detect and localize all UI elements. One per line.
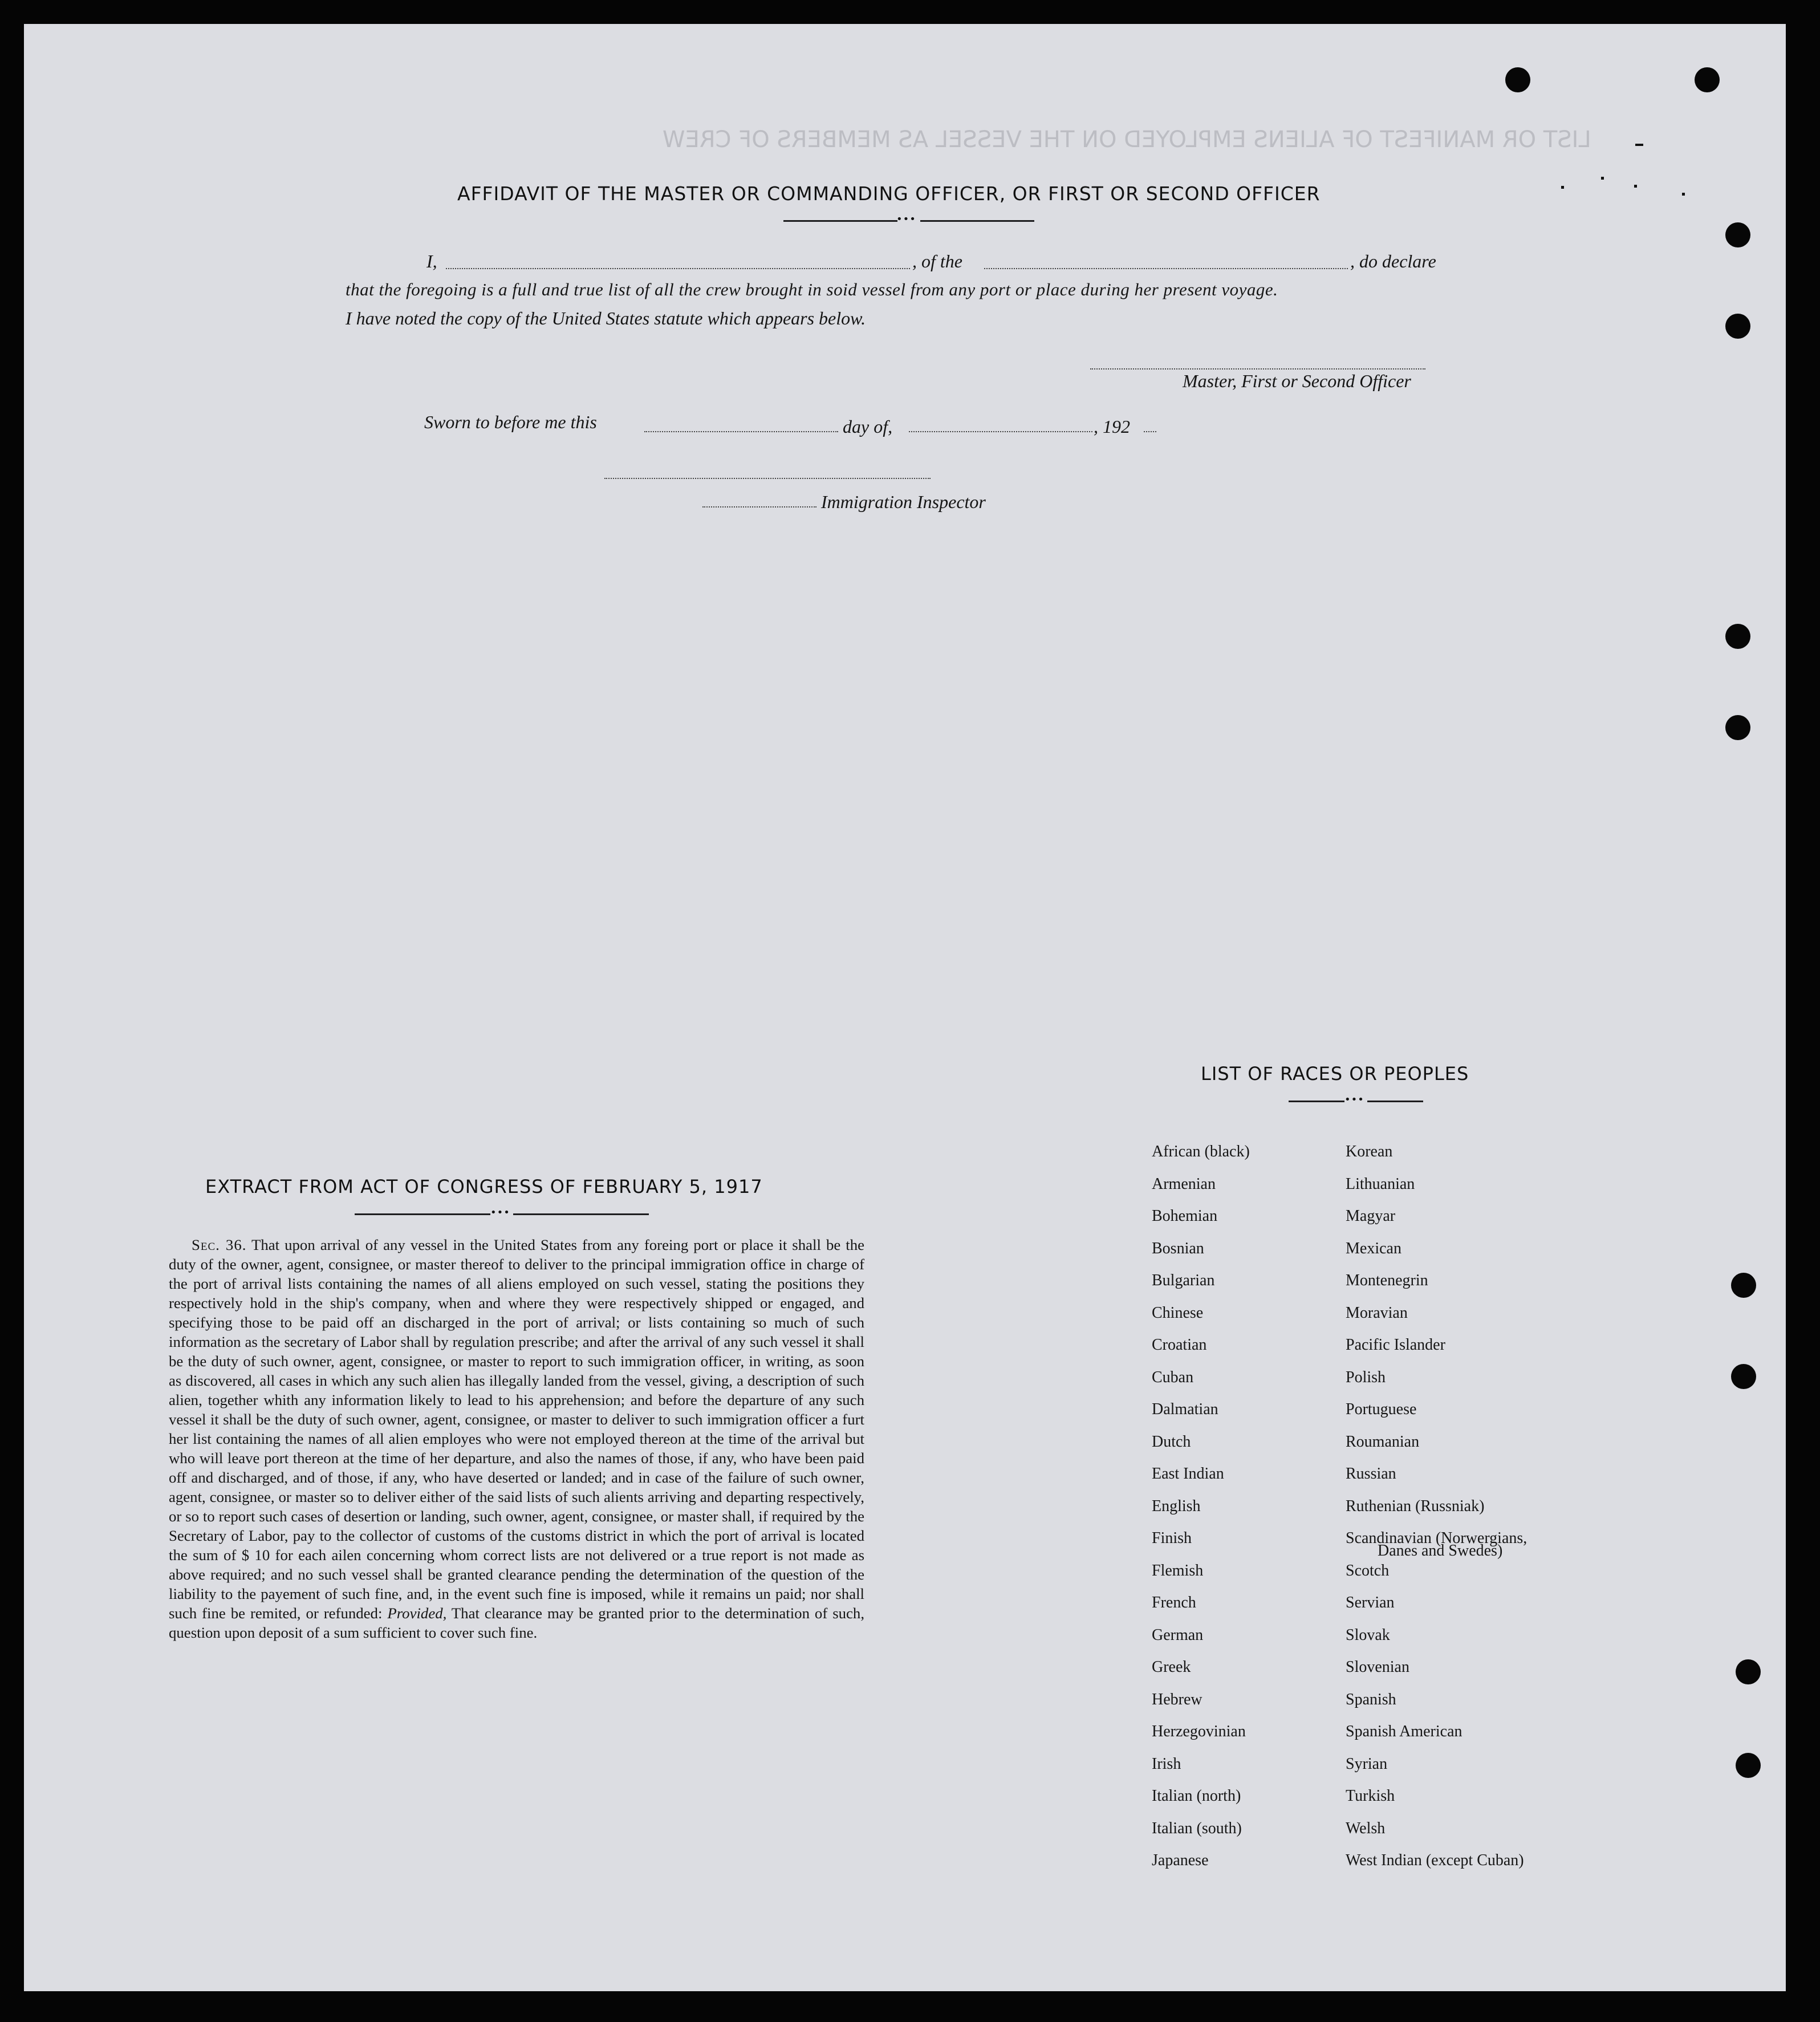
- declarant-name-field[interactable]: [446, 268, 910, 269]
- races-rule: [1289, 1101, 1344, 1102]
- section-text: That upon arrival of any vessel in the United States from any foreing port or place it shall be the duty of the owner, agent, consignee, or master thereof to deliver to the principal immigration office in charge of the port of arrival lists containing the names of all aliens employed on such vessel, stating the positions they respectively hold in the ship's company, when and where they were respectively shipped or engaged, and specifying those to be paid off an discharged in the port of arrival; or lists containing so much of such information as the secretary of Labor shall by regulation prescribe; and after the arrival of any such vessel it shall be the duty of such owner, agent, consignee, or master to report to such immigration officer, in writing, as soon as discovered, all cases in which any such alien has illegally landed from the vessel, giving, a description of such alien, together whith any information likely to lead to his apprehension; and before the departure of any such vessel it shall be the duty of such owner, agent, consignee, or master to deliver to such immigration officer a furt her list containing the names of all alien employes who were not employed thereon at the time of the arrival but who will leave port thereon at the time of her departure, and also the names of those, if any, who have been paid off and discharged, and of those, if any, who have deserted or landed; and in case of the failure of such owner, agent, consignee, or master so to deliver either of the said lists of such alients arriving and departing respectively, or so to report such cases of desertion or landing, such owner, agent, consignee, or master shall, if required by the Secretary of Labor, pay to the collector of customs of the customs district in which the port of arrival is located the sum of $ 10 for each ailen concerning whom correct lists are not delivered or a true report is not made as above required; and no such vessel shall be granted clearance pending the determination of the question of the liability to the payement of such fine, and, in the event such fine is imposed, while it remains un paid; nor shall such fine be remited, or refunded:: [169, 1236, 865, 1622]
- races-right-column: [1346, 1144, 1527, 1885]
- sworn-day-field[interactable]: [644, 431, 838, 432]
- races-title: LIST OF RACES OR PEOPLES: [1201, 1063, 1469, 1085]
- extract-rule-ornament: •••: [490, 1207, 510, 1219]
- race-item: Polish: [1346, 1368, 1386, 1386]
- race-item: Armenian: [1152, 1175, 1216, 1193]
- race-item: Bosnian: [1152, 1239, 1204, 1257]
- inspector-signature-lead: [702, 506, 816, 507]
- race-item: Chinese: [1152, 1304, 1204, 1322]
- race-item: Cuban: [1152, 1368, 1194, 1386]
- extract-section-36: [169, 1235, 864, 1642]
- affidavit-line-2: that the foregoing is a full and true list of all the crew brought in soid vessel from any port or place during her present voyage.: [346, 279, 1278, 299]
- sworn-year-field[interactable]: [1144, 431, 1156, 432]
- affidavit-line-3: I have noted the copy of the United States statute which appears below.: [346, 308, 866, 328]
- master-signature-field[interactable]: [1090, 368, 1425, 370]
- sworn-month-field[interactable]: [909, 431, 1092, 432]
- race-item: German: [1152, 1626, 1204, 1644]
- declarant-prefix: I,: [426, 251, 437, 271]
- inspector-signature-field[interactable]: [604, 478, 931, 479]
- punch-hole: [1731, 1364, 1756, 1389]
- race-item: Roumanian: [1346, 1432, 1420, 1451]
- ink-speck: [1561, 186, 1564, 189]
- race-item: Bohemian: [1152, 1207, 1218, 1225]
- race-item: Scotch: [1346, 1561, 1390, 1580]
- extract-rule: [355, 1213, 490, 1215]
- races-rule-ornament: •••: [1344, 1094, 1364, 1106]
- master-signature-label: Master, First or Second Officer: [1183, 371, 1411, 391]
- section-text-end: That clearance may be granted prior to the determination of such, question upon deposit of a sum sufficient to cover such fine.: [169, 1605, 865, 1641]
- race-item: Hebrew: [1152, 1690, 1202, 1708]
- race-item: African (black): [1152, 1143, 1250, 1160]
- race-item: Italian (south): [1152, 1819, 1242, 1837]
- race-item: Italian (north): [1152, 1787, 1241, 1805]
- race-item: French: [1152, 1594, 1196, 1611]
- punch-hole: [1695, 67, 1720, 92]
- declare-suffix: , do declare: [1350, 251, 1436, 271]
- provided-word: Provided,: [387, 1605, 447, 1622]
- document-page: [24, 24, 1786, 1991]
- race-item: Greek: [1152, 1658, 1191, 1676]
- race-item: Herzegovinian: [1152, 1723, 1246, 1740]
- ink-speck: [1635, 144, 1643, 146]
- race-item: Korean: [1346, 1143, 1393, 1160]
- race-item: Japanese: [1152, 1852, 1209, 1869]
- race-item: Mexican: [1346, 1239, 1401, 1257]
- punch-hole: [1505, 67, 1530, 92]
- race-item: Servian: [1346, 1594, 1395, 1611]
- punch-hole: [1725, 314, 1750, 339]
- punch-hole: [1736, 1659, 1761, 1684]
- race-item: Moravian: [1346, 1304, 1408, 1322]
- race-item: Turkish: [1346, 1787, 1395, 1805]
- punch-hole: [1736, 1753, 1761, 1778]
- bleed-through-header: LIST OR MANIFEST OF ALIENS EMPLOYED ON THE VESSEL AS MEMBERS OF CREW: [663, 127, 1591, 153]
- extract-rule: [513, 1213, 649, 1215]
- section-label: Sec. 36.: [192, 1236, 247, 1253]
- ink-speck: [1601, 177, 1604, 180]
- race-item: Irish: [1152, 1755, 1181, 1773]
- title-rule: [920, 220, 1034, 222]
- race-item: Dutch: [1152, 1432, 1191, 1451]
- race-item: Pacific Islander: [1346, 1336, 1445, 1354]
- punch-hole: [1725, 222, 1750, 247]
- affidavit-title: AFFIDAVIT OF THE MASTER OR COMMANDING OFFICER, OR FIRST OR SECOND OFFICER: [457, 182, 1321, 205]
- race-item: Montenegrin: [1346, 1272, 1428, 1289]
- sworn-year-label: , 192: [1094, 416, 1130, 437]
- race-item: Bulgarian: [1152, 1272, 1215, 1289]
- race-item: Flemish: [1152, 1561, 1204, 1580]
- race-item: Magyar: [1346, 1207, 1396, 1225]
- race-item: West Indian (except Cuban): [1346, 1852, 1524, 1869]
- ink-speck: [1682, 193, 1685, 196]
- race-item-continuation: Danes and Swedes): [1378, 1542, 1503, 1560]
- race-item: Finish: [1152, 1529, 1192, 1547]
- races-left-column: [1152, 1144, 1250, 1885]
- race-item: Slovenian: [1346, 1658, 1409, 1676]
- inspector-label: Immigration Inspector: [821, 492, 986, 512]
- race-item: English: [1152, 1497, 1201, 1515]
- race-item: Russian: [1346, 1465, 1396, 1483]
- title-rule: [783, 220, 897, 222]
- race-item: Syrian: [1346, 1755, 1388, 1773]
- ink-speck: [1634, 185, 1637, 188]
- race-item: Welsh: [1346, 1819, 1386, 1837]
- vessel-name-field[interactable]: [984, 268, 1348, 269]
- vessel-prefix: , of the: [912, 251, 962, 271]
- race-item: Dalmatian: [1152, 1400, 1218, 1418]
- extract-title: EXTRACT FROM ACT OF CONGRESS OF FEBRUARY 5, 1917: [205, 1176, 763, 1197]
- race-item: Spanish American: [1346, 1723, 1462, 1740]
- race-item: Croatian: [1152, 1336, 1207, 1354]
- race-item: Ruthenian (Russniak): [1346, 1497, 1485, 1515]
- race-item: Lithuanian: [1346, 1175, 1415, 1193]
- races-rule: [1367, 1101, 1423, 1102]
- race-item: Slovak: [1346, 1626, 1390, 1644]
- race-item: Scandinavian (Norwergians,: [1346, 1529, 1528, 1547]
- title-rule-ornament: •••: [896, 213, 916, 225]
- sworn-prefix: Sworn to before me this: [424, 412, 597, 432]
- punch-hole: [1725, 715, 1750, 740]
- sworn-day-label: day of,: [843, 416, 893, 437]
- punch-hole: [1731, 1273, 1756, 1298]
- race-item: East Indian: [1152, 1465, 1224, 1483]
- race-item: Spanish: [1346, 1690, 1396, 1708]
- race-item: Portuguese: [1346, 1400, 1417, 1418]
- punch-hole: [1725, 624, 1750, 649]
